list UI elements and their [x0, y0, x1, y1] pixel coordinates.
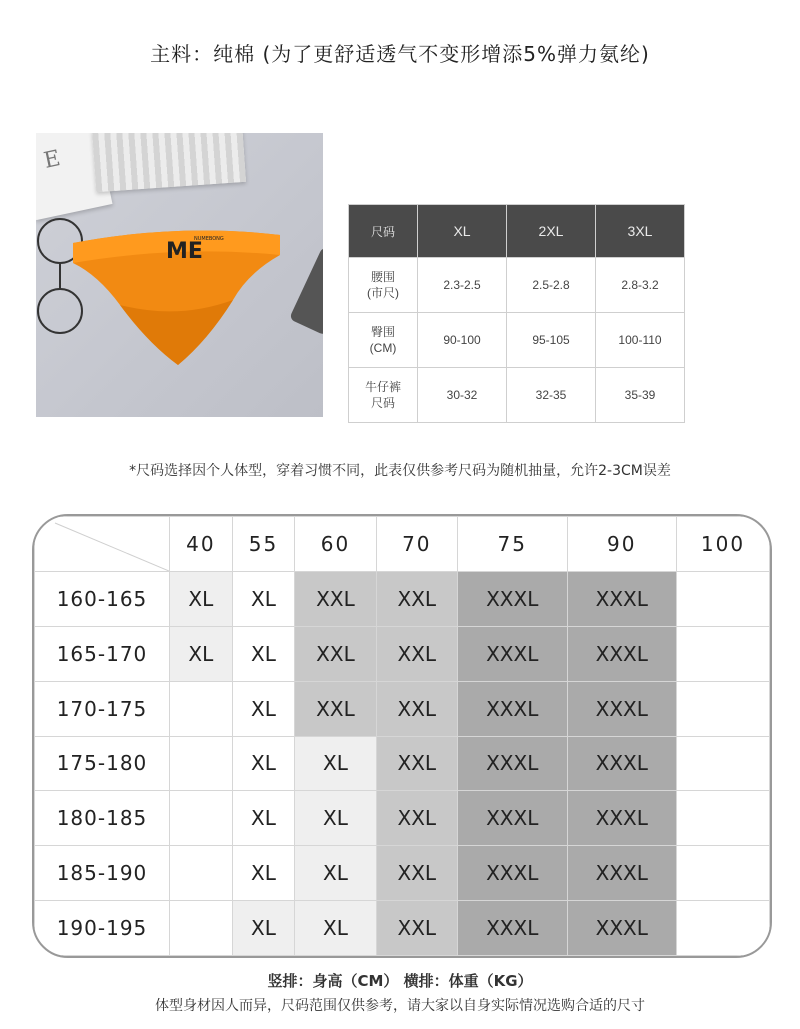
grid-row: [35, 571, 770, 626]
weight-header: 75: [457, 517, 567, 572]
grid-row: [35, 791, 770, 846]
size-grid: [32, 514, 772, 958]
size-row-label: 腰围 (市尺): [349, 258, 418, 313]
size-grid-cell: XXXL: [567, 626, 677, 681]
size-header-2xl: 2XL: [507, 205, 596, 258]
size-cell: 2.5-2.8: [507, 258, 596, 313]
size-grid-cell: XXL: [376, 736, 457, 791]
size-grid-cell: XXXL: [457, 901, 567, 956]
size-grid-cell: XL: [232, 681, 295, 736]
weight-header: 70: [376, 517, 457, 572]
size-grid-cell: [170, 681, 233, 736]
size-grid-cell: [677, 681, 770, 736]
disclaimer: 体型身材因人而异，尺码范围仅供参考，请大家以自身实际情况选购合适的尺寸: [155, 998, 645, 1014]
size-grid-cell: XXL: [376, 626, 457, 681]
weight-header: 60: [295, 517, 376, 572]
size-grid-cell: XXL: [376, 846, 457, 901]
size-row-label: 臀围 (CM): [349, 313, 418, 368]
size-table: [348, 204, 685, 423]
size-grid-cell: XXL: [376, 571, 457, 626]
size-cell: 35-39: [596, 368, 685, 423]
size-cell: 32-35: [507, 368, 596, 423]
size-grid-cell: XXL: [295, 571, 376, 626]
size-row-waist: [349, 258, 685, 313]
size-grid-cell: XXXL: [457, 846, 567, 901]
size-header-xl: XL: [418, 205, 507, 258]
size-grid-cell: XXXL: [457, 681, 567, 736]
size-grid-cell: XXXL: [457, 736, 567, 791]
size-grid-cell: [170, 791, 233, 846]
size-header-3xl: 3XL: [596, 205, 685, 258]
size-grid-cell: XL: [232, 571, 295, 626]
size-grid-cell: XXXL: [457, 626, 567, 681]
height-label: 175-180: [35, 736, 170, 791]
gadget-prop: [289, 246, 323, 335]
size-row-jeans: [349, 368, 685, 423]
size-row-label: 牛仔裤 尺码: [349, 368, 418, 423]
size-cell: 95-105: [507, 313, 596, 368]
size-grid-cell: XXXL: [567, 791, 677, 846]
size-grid-cell: XL: [295, 901, 376, 956]
material-title: 主料：纯棉 (为了更舒适透气不变形增添5%弹力氨纶): [150, 42, 650, 66]
size-grid-cell: XXXL: [567, 846, 677, 901]
size-grid-cell: [677, 626, 770, 681]
size-grid-cell: [170, 736, 233, 791]
size-grid-cell: XXL: [376, 791, 457, 846]
size-grid-cell: XXL: [295, 626, 376, 681]
size-grid-cell: XXXL: [567, 681, 677, 736]
size-grid-cell: XL: [170, 571, 233, 626]
axis-legend: 竖排：身高（CM） 横排：体重（KG）: [267, 972, 533, 990]
magazine-card: E: [36, 133, 113, 220]
weight-header: 55: [232, 517, 295, 572]
size-grid-cell: XL: [232, 626, 295, 681]
size-note: *尺码选择因个人体型，穿着习惯不同，此表仅供参考尺码为随机抽量，允许2-3CM误差: [129, 463, 671, 479]
size-grid-cell: [677, 571, 770, 626]
size-cell: 30-32: [418, 368, 507, 423]
size-cell: 100-110: [596, 313, 685, 368]
brand-logo: ME: [166, 239, 203, 264]
grid-row: [35, 846, 770, 901]
height-label: 170-175: [35, 681, 170, 736]
photo-card: [92, 133, 246, 192]
size-cell: 2.3-2.5: [418, 258, 507, 313]
grid-row: [35, 736, 770, 791]
weight-header: 40: [170, 517, 233, 572]
size-grid-cell: XXXL: [457, 791, 567, 846]
size-grid-cell: XL: [170, 626, 233, 681]
height-label: 160-165: [35, 571, 170, 626]
weight-header: 100: [677, 517, 770, 572]
size-grid-cell: XL: [295, 846, 376, 901]
size-grid-cell: XL: [232, 736, 295, 791]
grid-corner: [35, 517, 170, 572]
size-grid-cell: [677, 736, 770, 791]
size-grid-cell: XL: [295, 736, 376, 791]
size-grid-cell: [677, 791, 770, 846]
size-grid-cell: XL: [232, 791, 295, 846]
size-grid-cell: XL: [232, 846, 295, 901]
size-grid-cell: [677, 846, 770, 901]
size-grid-cell: XXL: [376, 681, 457, 736]
size-grid-cell: XL: [295, 791, 376, 846]
size-grid-cell: XXXL: [567, 571, 677, 626]
product-photo: [36, 133, 323, 417]
height-label: 180-185: [35, 791, 170, 846]
size-header-label: 尺码: [349, 205, 418, 258]
size-grid-cell: XXL: [376, 901, 457, 956]
size-grid-cell: [170, 846, 233, 901]
briefs-image: [68, 225, 288, 375]
size-grid-cell: XXXL: [457, 571, 567, 626]
size-grid-cell: XXXL: [567, 736, 677, 791]
size-grid-cell: XXL: [295, 681, 376, 736]
grid-row: [35, 901, 770, 956]
diagonal-line: [35, 517, 169, 571]
height-label: 165-170: [35, 626, 170, 681]
height-label: 190-195: [35, 901, 170, 956]
size-grid-cell: XL: [232, 901, 295, 956]
weight-header: 90: [567, 517, 677, 572]
size-cell: 2.8-3.2: [596, 258, 685, 313]
height-label: 185-190: [35, 846, 170, 901]
grid-row: [35, 626, 770, 681]
brand-small: NUMEBONG: [194, 236, 224, 242]
size-grid-cell: [677, 901, 770, 956]
size-grid-cell: XXXL: [567, 901, 677, 956]
size-row-hip: [349, 313, 685, 368]
grid-row: [35, 681, 770, 736]
size-grid-cell: [170, 901, 233, 956]
size-cell: 90-100: [418, 313, 507, 368]
